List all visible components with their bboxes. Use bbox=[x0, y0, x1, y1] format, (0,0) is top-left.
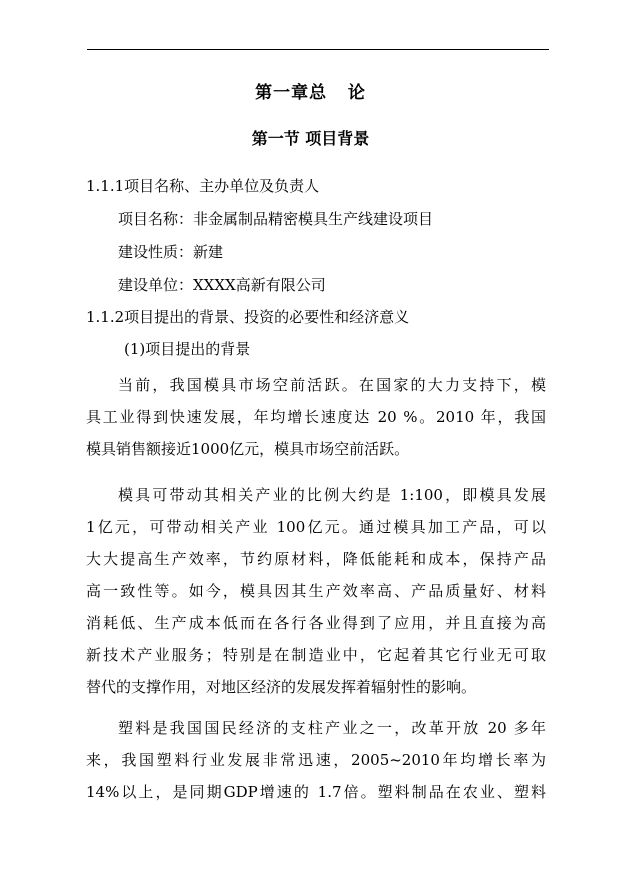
chapter-title: 第一章总 论 bbox=[255, 83, 366, 103]
sub-heading-background: (1)项目提出的背景 bbox=[124, 340, 251, 358]
project-name-line: 项目名称：非金属制品精密模具生产线建设项目 bbox=[118, 210, 434, 228]
paragraph-line: 14%以上，是同期GDP增速的 1.7倍。塑料制品在农业、塑料 bbox=[86, 783, 546, 801]
paragraph-line: 大大提高生产效率，节约原材料，降低能耗和成本，保持产品 bbox=[86, 550, 546, 568]
section-title: 第一节 项目背景 bbox=[251, 129, 370, 148]
heading-1-1-2: 1.1.2项目提出的背景、投资的必要性和经济意义 bbox=[86, 308, 410, 326]
paragraph-line: 替代的支撑作用，对地区经济的发展发挥着辐射性的影响。 bbox=[86, 678, 477, 696]
paragraph-line: 当前，我国模具市场空前活跃。在国家的大力支持下，模 bbox=[118, 376, 546, 394]
paragraph-line: 消耗低、生产成本低而在各行各业得到了应用，并且直接为高 bbox=[86, 614, 546, 632]
project-nature-line: 建设性质：新建 bbox=[118, 243, 224, 261]
paragraph-line: 高一致性等。如今，模具因其生产效率高、产品质量好、材料 bbox=[86, 582, 546, 600]
paragraph-line: 1亿元，可带动相关产业 100亿元。通过模具加工产品，可以 bbox=[86, 518, 546, 536]
header-rule bbox=[87, 49, 549, 50]
paragraph-line: 塑料是我国国民经济的支柱产业之一，改革开放 20 多年 bbox=[118, 719, 546, 737]
builder-line: 建设单位：XXXX高新有限公司 bbox=[118, 276, 326, 294]
paragraph-line: 新技术产业服务；特别是在制造业中，它起着其它行业无可取 bbox=[86, 646, 546, 664]
heading-1-1-1: 1.1.1项目名称、主办单位及负责人 bbox=[86, 177, 320, 195]
paragraph-line: 模具销售额接近1000亿元，模具市场空前活跃。 bbox=[86, 440, 410, 458]
paragraph-line: 具工业得到快速发展，年均增长速度达 20 %。2010 年，我国 bbox=[86, 408, 546, 426]
paragraph-line: 来，我国塑料行业发展非常迅速，2005~2010年均增长率为 bbox=[86, 751, 546, 769]
paragraph-line: 模具可带动其相关产业的比例大约是 1:100，即模具发展 bbox=[118, 486, 546, 504]
